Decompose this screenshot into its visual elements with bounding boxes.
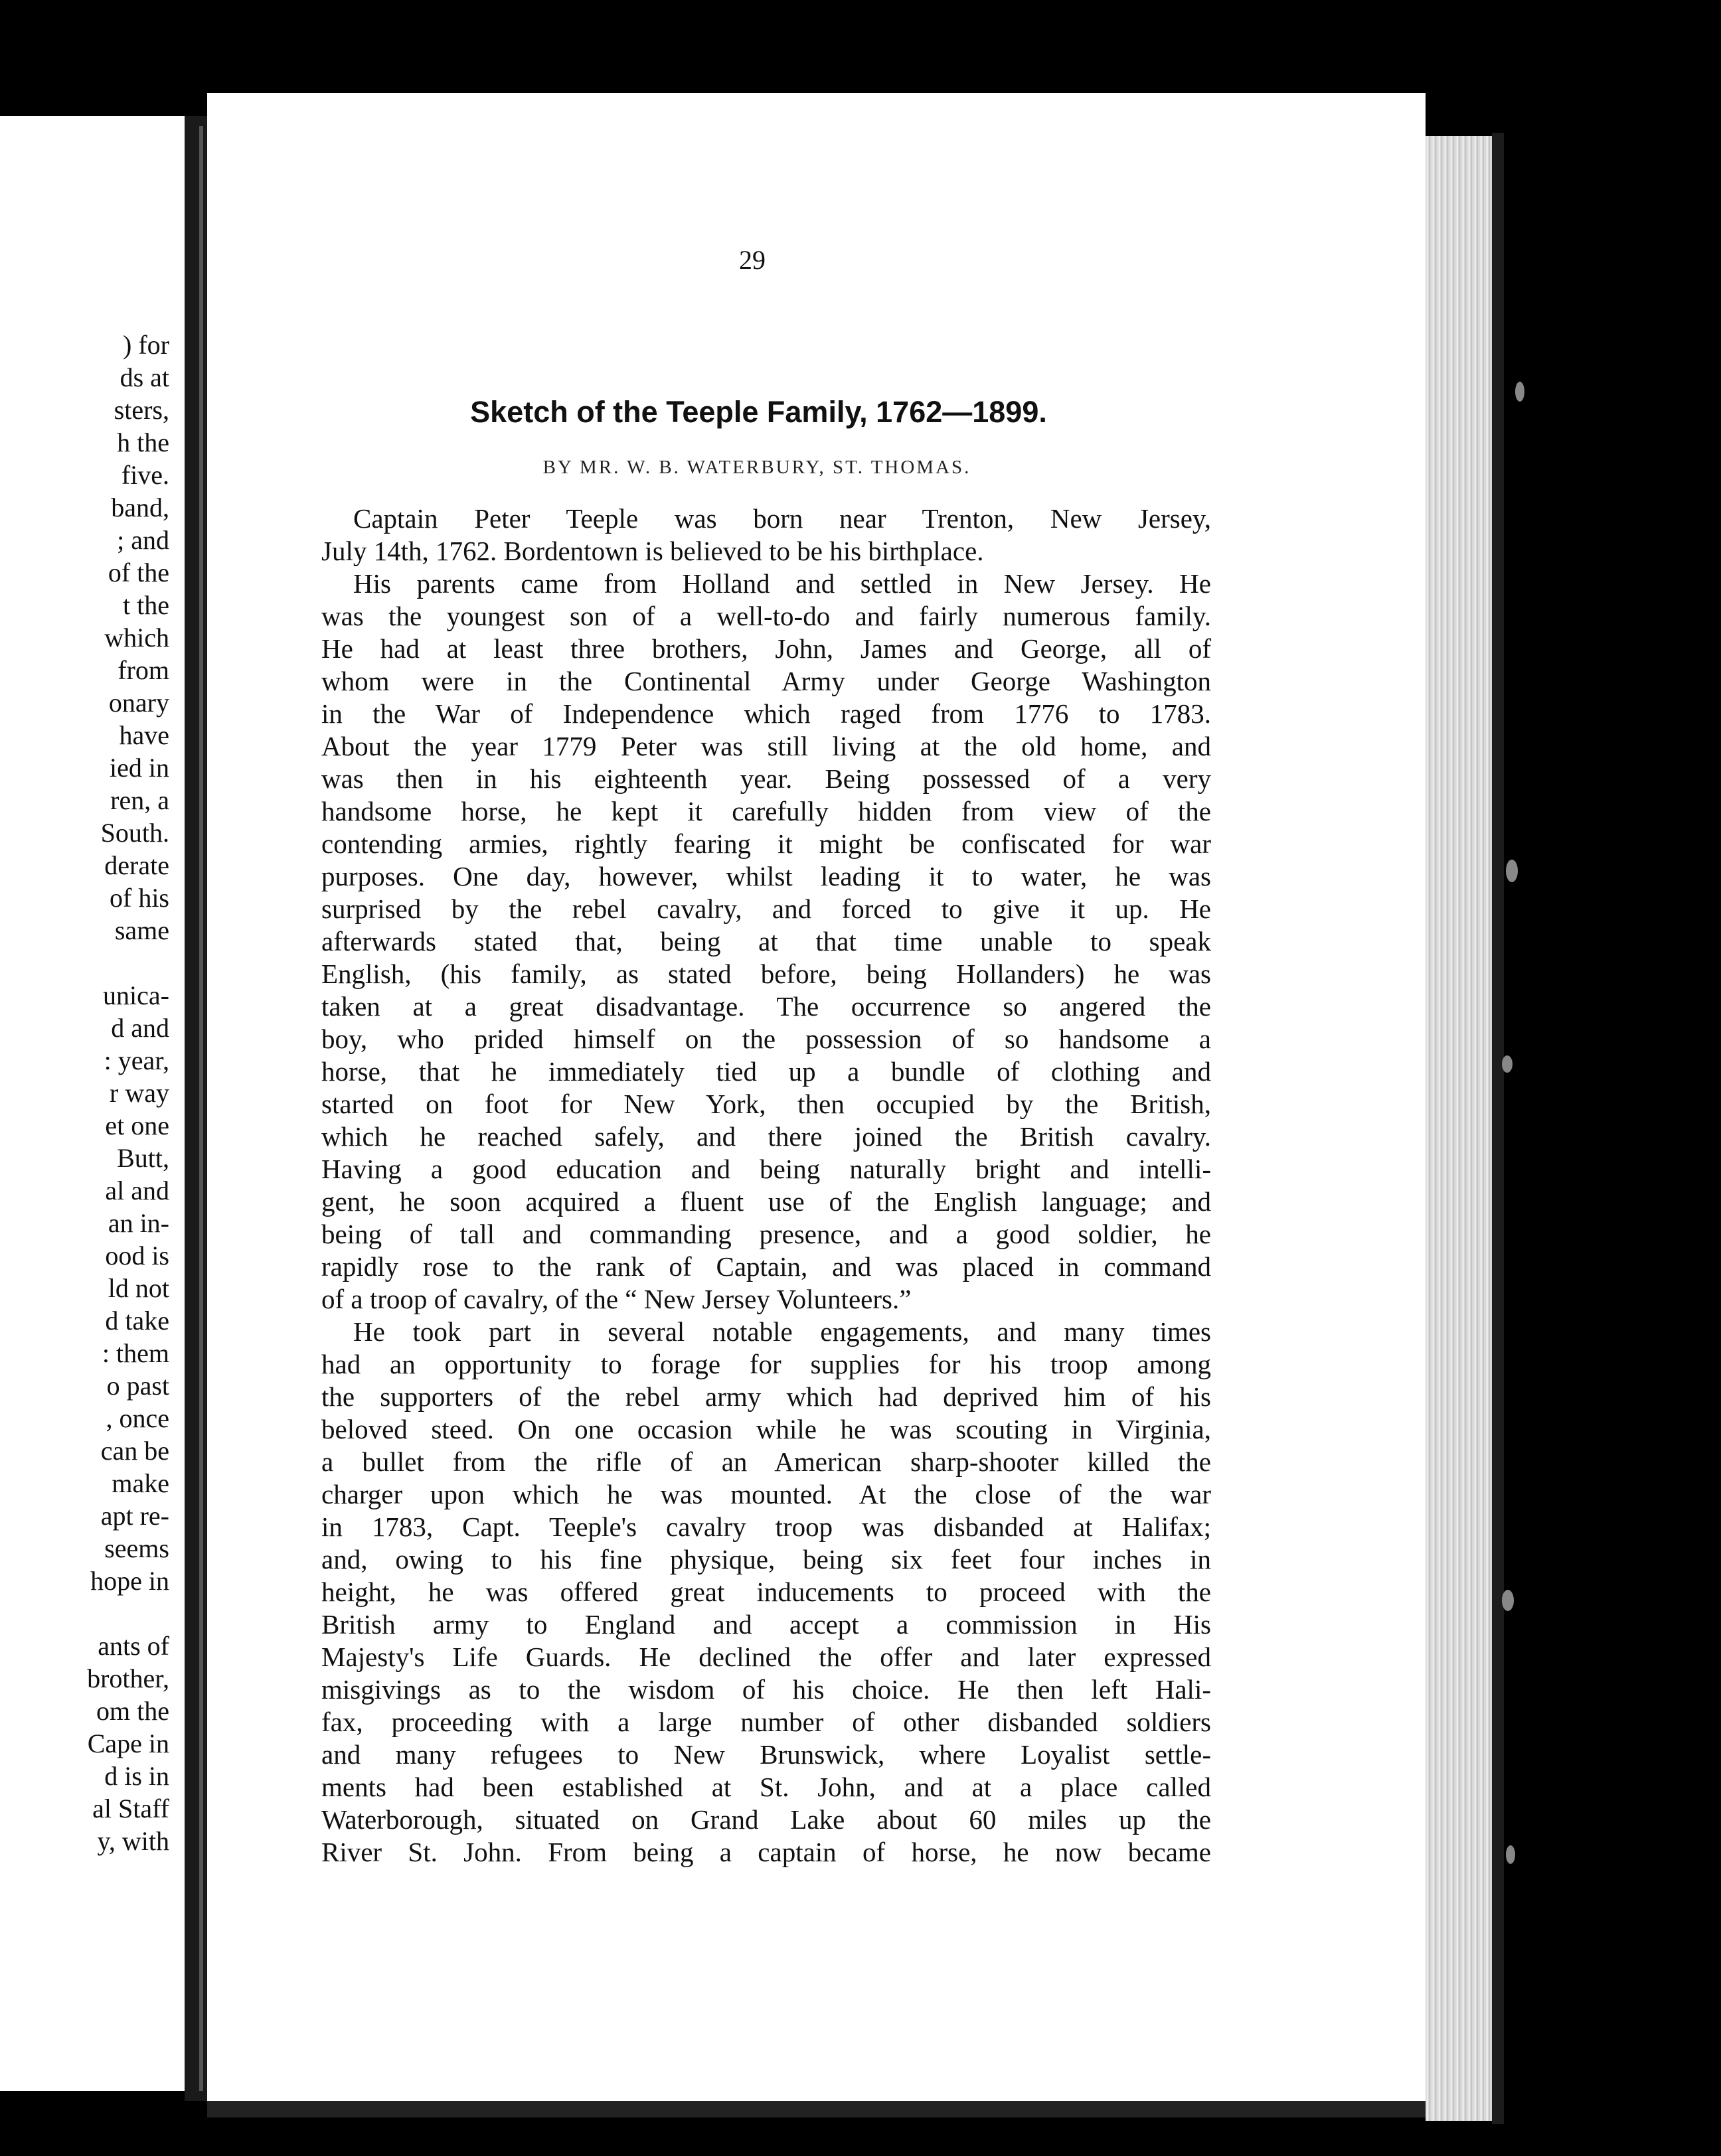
body-line: height, he was offered great inducements to proceed with the: [321, 1577, 1211, 1607]
body-line: a bullet from the rifle of an American sharp-shooter killed the: [321, 1446, 1211, 1477]
left-page-line: ants of: [98, 1631, 169, 1661]
body-line: British army to England and accept a commission in His: [321, 1609, 1211, 1640]
body-line: River St. John. From being a captain of horse, he now became: [321, 1837, 1211, 1867]
left-page-line: of his: [110, 883, 169, 913]
body-line: purposes. One day, however, whilst leading it to water, he was: [321, 861, 1211, 891]
body-line: in the War of Independence which raged from 1776 to 1783.: [321, 698, 1211, 729]
left-page-line: five.: [121, 460, 169, 490]
body-line: of a troop of cavalry, of the “ New Jersey Volunteers.”: [321, 1284, 912, 1314]
page-number: 29: [739, 245, 766, 275]
body-line: Captain Peter Teeple was born near Trenton, New Jersey,: [353, 503, 1211, 534]
body-line: ments had been established at St. John, and at a place called: [321, 1772, 1211, 1802]
left-page-line: which: [104, 623, 169, 653]
left-page-line: unica-: [103, 980, 169, 1010]
body-line: charger upon which he was mounted. At the close of the war: [321, 1479, 1211, 1509]
left-page-line: apt re-: [100, 1501, 169, 1531]
body-line: afterwards stated that, being at that time unable to speak: [321, 926, 1211, 957]
body-line: About the year 1779 Peter was still living at the old home, and: [321, 731, 1211, 761]
body-line: He took part in several notable engagements, and many times: [353, 1316, 1211, 1347]
body-line: Majesty's Life Guards. He declined the offer and later expressed: [321, 1642, 1211, 1672]
body-line: His parents came from Holland and settled in New Jersey. He: [353, 568, 1211, 599]
body-line: surprised by the rebel cavalry, and forced to give it up. He: [321, 893, 1211, 924]
left-page-line: ds at: [120, 362, 169, 392]
left-page-line: ied in: [110, 753, 169, 783]
left-page-line: Butt,: [117, 1143, 169, 1173]
body-line: beloved steed. On one occasion while he was scouting in Virginia,: [321, 1414, 1211, 1444]
body-line: Having a good education and being naturally bright and intelli-: [321, 1154, 1211, 1184]
left-page-line: [0, 947, 169, 979]
left-page-line: y, with: [97, 1826, 169, 1856]
left-page-line: an in-: [108, 1208, 169, 1238]
scan-speck: [1502, 1590, 1514, 1611]
left-page-line: al Staff: [92, 1794, 169, 1823]
body-line: gent, he soon acquired a fluent use of the English language; and: [321, 1186, 1211, 1217]
body-line: had an opportunity to forage for supplies for his troop among: [321, 1349, 1211, 1379]
left-page-line: seems: [104, 1533, 169, 1563]
scan-speck: [1515, 382, 1524, 402]
left-page-line: South.: [100, 818, 169, 848]
left-page-line: t the: [123, 590, 169, 620]
binding-fold: [199, 126, 203, 2091]
left-page-line: o past: [106, 1371, 169, 1401]
left-page-line: sters,: [114, 395, 169, 425]
scan-speck: [1506, 860, 1518, 882]
left-page-line: h the: [117, 427, 169, 457]
article-byline: BY MR. W. B. WATERBURY, ST. THOMAS.: [542, 457, 971, 478]
binding-gutter: [185, 116, 207, 2101]
body-line: the supporters of the rebel army which had deprived him of his: [321, 1381, 1211, 1412]
body-line: and, owing to his fine physique, being six feet four inches in: [321, 1544, 1211, 1575]
left-page-line: ) for: [123, 330, 169, 360]
article-title: Sketch of the Teeple Family, 1762—1899.: [470, 395, 1047, 429]
body-line: handsome horse, he kept it carefully hidden from view of the: [321, 796, 1211, 826]
scan-speck: [1506, 1845, 1515, 1864]
body-line: fax, proceeding with a large number of other disbanded soldiers: [321, 1707, 1211, 1737]
left-page-line: onary: [108, 688, 169, 718]
left-page-line: from: [118, 655, 169, 685]
body-line: in 1783, Capt. Teeple's cavalry troop was disbanded at Halifax;: [321, 1511, 1211, 1542]
body-line: being of tall and commanding presence, and a good soldier, he: [321, 1219, 1211, 1249]
left-page-line: al and: [105, 1176, 169, 1205]
left-page-line: make: [112, 1468, 169, 1498]
left-page-line: have: [119, 720, 169, 750]
book-cover-edge: [1492, 133, 1504, 2124]
body-line: was the youngest son of a well-to-do and fairly numerous family.: [321, 601, 1211, 631]
left-page-line: of the: [108, 558, 169, 587]
left-page-text: [0, 329, 169, 1857]
left-page-line: [0, 1597, 169, 1630]
body-line: boy, who prided himself on the possession of so handsome a: [321, 1024, 1211, 1054]
body-line: Waterborough, situated on Grand Lake about 60 miles up the: [321, 1804, 1211, 1835]
scan-speck: [1502, 1055, 1513, 1073]
left-page-line: , once: [106, 1403, 169, 1433]
body-line: started on foot for New York, then occupied by the British,: [321, 1089, 1211, 1119]
body-line: which he reached safely, and there joined the British cavalry.: [321, 1121, 1211, 1152]
left-page-line: ood is: [105, 1241, 169, 1270]
left-page-line: ld not: [108, 1273, 169, 1303]
body-line: He had at least three brothers, John, James and George, all of: [321, 633, 1211, 664]
left-page-line: hope in: [90, 1566, 169, 1596]
left-page-line: ren, a: [110, 785, 169, 815]
body-line: July 14th, 1762. Bordentown is believed to be his birthplace.: [321, 536, 984, 566]
left-page-line: band,: [111, 493, 169, 522]
article-body: [321, 502, 1211, 1869]
left-page-line: : them: [102, 1338, 169, 1368]
body-line: contending armies, rightly fearing it might be confiscated for war: [321, 828, 1211, 859]
left-page-line: brother,: [87, 1663, 169, 1693]
left-page-line: ; and: [117, 525, 169, 555]
page-stack-edge: [1426, 136, 1492, 2121]
body-line: rapidly rose to the rank of Captain, and was placed in command: [321, 1251, 1211, 1282]
left-page-line: et one: [105, 1111, 169, 1140]
left-page-line: Cape in: [87, 1729, 169, 1758]
body-line: horse, that he immediately tied up a bundle of clothing and: [321, 1056, 1211, 1087]
left-page-line: d and: [111, 1013, 169, 1043]
page-bottom-shadow: [207, 2101, 1426, 2118]
body-line: taken at a great disadvantage. The occurrence so angered the: [321, 991, 1211, 1022]
left-page-line: d take: [105, 1306, 169, 1336]
body-line: misgivings as to the wisdom of his choice. He then left Hali-: [321, 1674, 1211, 1705]
body-line: English, (his family, as stated before, being Hollanders) he was: [321, 959, 1211, 989]
left-page-line: same: [114, 915, 169, 945]
left-facing-page: [0, 116, 185, 2091]
left-page-line: om the: [96, 1696, 169, 1726]
left-page-line: d is in: [104, 1761, 169, 1791]
body-line: whom were in the Continental Army under George Washington: [321, 666, 1211, 696]
body-line: and many refugees to New Brunswick, where Loyalist settle-: [321, 1739, 1211, 1770]
left-page-line: derate: [104, 850, 169, 880]
left-page-line: : year,: [104, 1045, 169, 1075]
left-page-line: r way: [110, 1078, 169, 1108]
body-line: was then in his eighteenth year. Being possessed of a very: [321, 763, 1211, 794]
left-page-line: can be: [100, 1436, 169, 1466]
